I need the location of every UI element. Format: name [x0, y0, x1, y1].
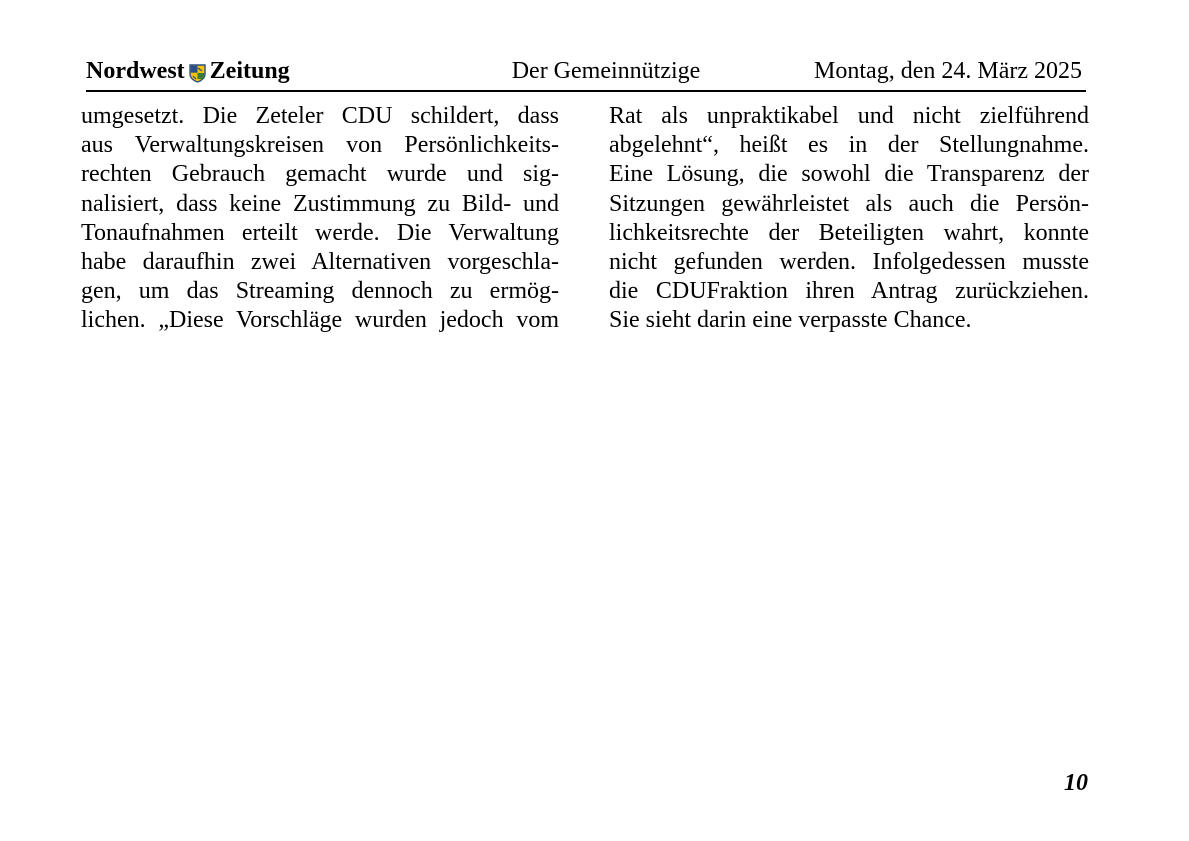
text-line: Sie sieht darin eine verpasste Chance. [609, 307, 972, 334]
text-line: habe daraufhin zwei Alternativen vorgeschla- [81, 248, 559, 275]
text-line: Tonaufnahmen erteilt werde. Die Verwaltung [81, 219, 559, 246]
text-line: lichkeitsrechte der Beteiligten wahrt, konnte [609, 219, 1089, 246]
text-line: abgelehnt“, heißt es in der Stellungnahme. [609, 132, 1089, 159]
coat-of-arms-icon [189, 63, 206, 82]
page-number: 10 [1064, 770, 1088, 796]
text-line: lichen. „Diese Vorschläge wurden jedoch vom [81, 307, 559, 334]
page-header [86, 58, 1086, 88]
text-line: Sitzungen gewährleistet als auch die Persön- [609, 190, 1089, 217]
masthead-left: Nordwest [86, 58, 185, 84]
text-line: umgesetzt. Die Zeteler CDU schildert, dass [81, 103, 559, 129]
text-line: nalisiert, dass keine Zustimmung zu Bild- und [81, 190, 559, 217]
text-line: gen, um das Streaming dennoch zu ermög- [81, 278, 559, 305]
section-title: Der Gemeinnützige [511, 58, 701, 84]
issue-date: Montag, den 24. März 2025 [814, 58, 1082, 84]
masthead-right: Zeitung [209, 58, 290, 84]
masthead [86, 58, 290, 85]
text-column-left [81, 102, 559, 336]
text-line: Eine Lösung, die sowohl die Transparenz der [609, 161, 1089, 188]
header-rule [86, 90, 1086, 92]
text-line: rechten Gebrauch gemacht wurde und sig- [81, 161, 559, 188]
text-line: nicht gefunden werden. Infolgedessen musste [609, 248, 1089, 275]
text-line: die CDUFraktion ihren Antrag zurückziehen. [609, 278, 1089, 305]
text-line: aus Verwaltungskreisen von Persönlichkeits- [81, 132, 559, 159]
text-line: Rat als unpraktikabel und nicht zielführend [609, 103, 1089, 129]
text-column-right [609, 102, 1089, 336]
